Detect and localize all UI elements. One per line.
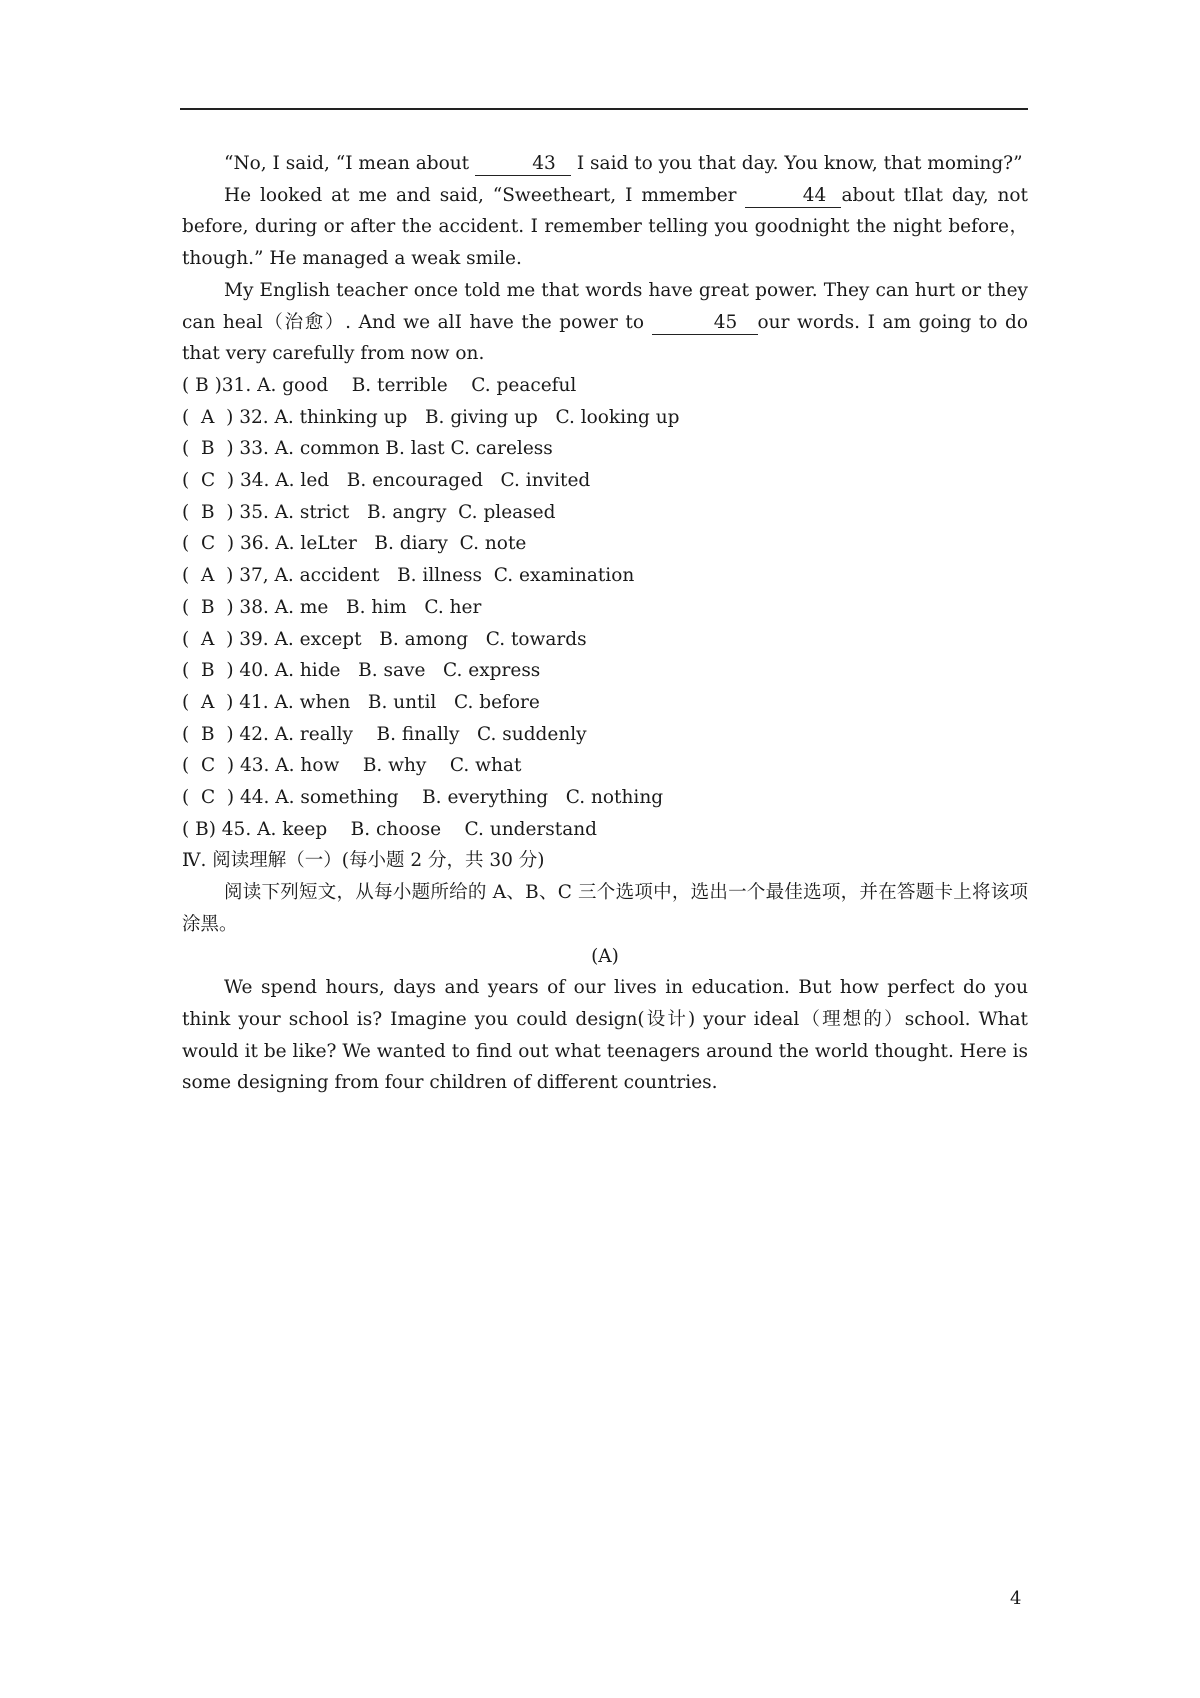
question-43: ( C ) 43. A. how B. why C. what [182, 755, 522, 777]
question-37: ( A ) 37, A. accident B. illness C. examination [182, 565, 635, 587]
text: about tIlat day, not before, during or after the accident. I remember telling you goodnight the night before，though.” He managed a weak smile. [182, 184, 1028, 270]
reading-paragraph: We spend hours, days and years of our lives in education. But how perfect do you think your school is? Imagine you could design(设计) your ideal（理想的）school. What would it be like? We wanted to find out what teenagers around the world thought. Here is some designing from four children of different countries. [182, 977, 1028, 1094]
passage-paragraph-1 [182, 148, 1028, 180]
question-42: ( B ) 42. A. really B. finally C. suddenly [182, 723, 587, 745]
question-34: ( C ) 34. A. led B. encouraged C. invited [182, 470, 591, 492]
section-heading: Ⅳ. 阅读理解（一）(每小题 2 分，共 30 分) [182, 850, 545, 872]
page-content [182, 148, 1028, 1099]
text: My English teacher once told me that words have great power. They can hurt or they can heal（治愈）. And we alI have the power to [182, 279, 1028, 333]
passage-paragraph-2 [182, 180, 1028, 275]
section-instruction: 阅读下列短文，从每小题所给的 A、B、C 三个选项中，选出一个最佳选项，并在答题卡上将该项涂黑。 [182, 882, 1028, 935]
question-40: ( B ) 40. A. hide B. save C. express [182, 660, 541, 682]
passage-paragraph-3 [182, 275, 1028, 370]
text: our words. I am going to do that very carefully from now on. [182, 311, 1028, 365]
text: He looked at me and said, “Sweetheart, I mmember [224, 184, 746, 206]
question-36: ( C ) 36. A. leLter B. diary C. note [182, 533, 527, 555]
passage-label: (A) [591, 945, 619, 967]
text: I said to you that day. You know, that moming?” [570, 153, 1023, 174]
header-rule [180, 108, 1028, 110]
question-32: ( A ) 32. A. thinking up B. giving up C. looking up [182, 406, 680, 428]
question-list [182, 370, 1028, 846]
blank-43: 43 [475, 153, 571, 176]
question-31: ( B )31. A. good B. terrible C. peaceful [182, 374, 577, 396]
blank-45: 45 [652, 312, 758, 335]
question-38: ( B ) 38. A. me B. him C. her [182, 596, 482, 618]
text: “No, I said, “I mean about [224, 153, 475, 174]
question-33: ( B ) 33. A. common B. last C. careless [182, 438, 553, 460]
page-number: 4 [1010, 1588, 1022, 1609]
blank-44: 44 [745, 185, 841, 208]
question-39: ( A ) 39. A. except B. among C. towards [182, 628, 587, 650]
question-44: ( C ) 44. A. something B. everything C. nothing [182, 787, 664, 809]
question-41: ( A ) 41. A. when B. until C. before [182, 691, 540, 713]
question-45: ( B) 45. A. keep B. choose C. understand [182, 818, 597, 840]
question-35: ( B ) 35. A. strict B. angry C. pleased [182, 501, 556, 523]
